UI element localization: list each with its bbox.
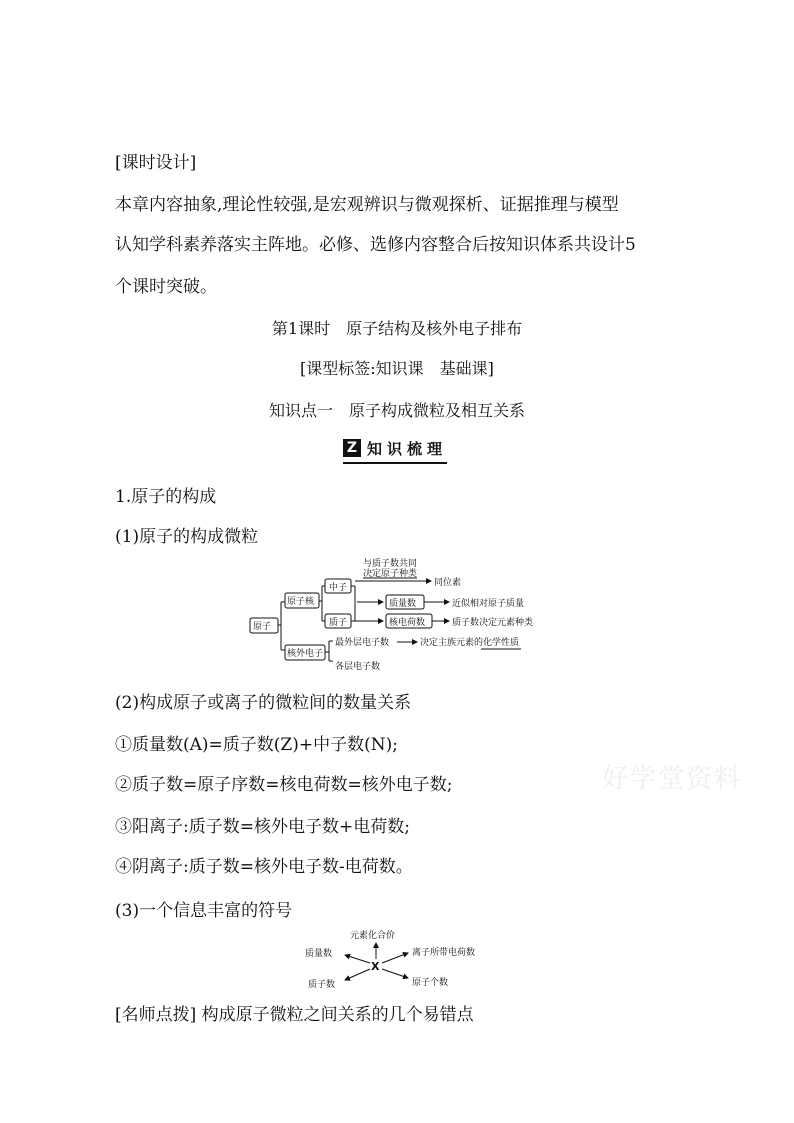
proton-number-label: 质子数 [308,980,336,990]
rule-2: ②质子数=原子序数=核电荷数=核外电子数; [115,775,453,795]
atom-structure-diagram [245,555,570,677]
neutron-label: 中子 [329,583,348,593]
mass-number-label: 质量数 [389,599,417,609]
outer-electrons-label: 最外层电子数 [335,638,390,648]
nucleus-label: 原子核 [287,597,315,607]
knowledge-point-title: 知识点一 原子构成微粒及相互关系 [268,401,525,420]
atom-label: 原子 [253,622,272,632]
note-isotope-2: 决定原子种类 [363,569,418,579]
rule-4: ④阴离子:质子数=核外电子数-电荷数。 [115,857,413,877]
lesson-title: 第1课时 原子结构及核外电子排布 [271,319,523,338]
sub-heading-symbol: (3)一个信息丰富的符号 [115,901,293,921]
rule-3: ③阳离子:质子数=核外电子数+电荷数; [115,817,410,837]
element-symbol-x: X [371,960,380,973]
approx-mass-label: 近似相对原子质量 [452,599,525,609]
valence-label: 元素化合价 [350,931,396,941]
chem-property-label: 决定主族元素的化学性质 [420,638,520,648]
section-tag: [课时设计] [115,153,197,173]
teacher-tip: [名师点拨] 构成原子微粒之间关系的几个易错点 [115,1005,474,1025]
proton-label: 质子 [329,618,348,628]
electrons-label: 核外电子 [287,649,324,659]
rule-1: ①质量数(A)=质子数(Z)+中子数(N); [115,735,398,755]
nuclear-charge-label: 核电荷数 [389,618,426,628]
heading-atom-structure: 1.原子的构成 [115,487,217,507]
ion-charge-label: 离子所带电荷数 [412,948,476,958]
atom-count-label: 原子个数 [412,978,449,988]
z-logo-icon: Z [343,439,361,457]
knowledge-review-badge [343,438,447,464]
shell-electrons-label: 各层电子数 [335,662,381,672]
badge-text: 知识梳理 [367,440,448,458]
isotope-label: 同位素 [434,578,462,588]
note-isotope-1: 与质子数共同 [363,559,418,569]
lesson-tag: [课型标签:知识课 基础课] [300,359,494,378]
sub-heading-quantity: (2)构成原子或离子的微粒间的数量关系 [115,693,412,713]
watermark: 好学堂资料 [602,764,743,794]
intro-line-2: 认知学科素养落实主阵地。必修、选修内容整合后按知识体系共设计5 [115,235,636,255]
intro-line-1: 本章内容抽象,理论性较强,是宏观辨识与微观探析、证据推理与模型 [115,195,619,215]
sub-heading-particles: (1)原子的构成微粒 [115,527,259,547]
element-symbol-diagram [300,925,500,993]
symbol-mass-number-label: 质量数 [305,949,333,959]
intro-line-3: 个课时突破。 [115,277,217,297]
element-kind-label: 质子数决定元素种类 [452,618,534,628]
